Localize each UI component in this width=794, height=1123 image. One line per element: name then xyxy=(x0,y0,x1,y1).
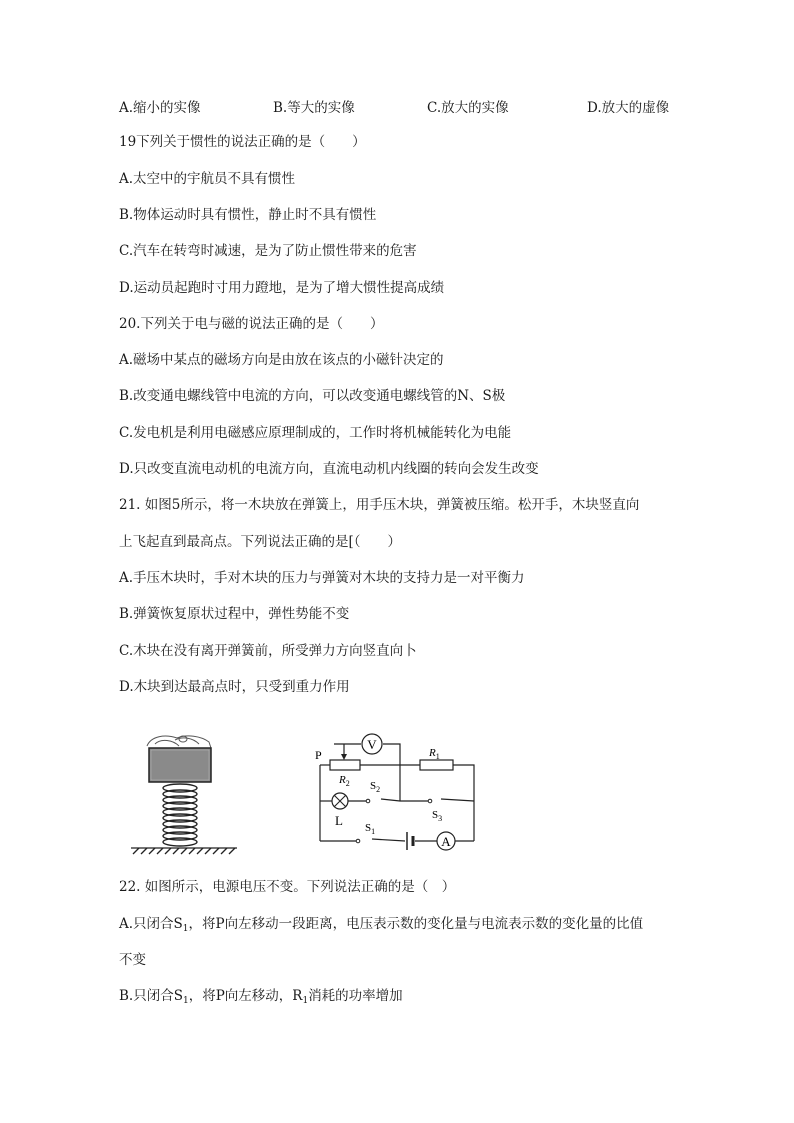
spring-block-figure xyxy=(125,728,243,856)
q20-option-c: C.发电机是利用电磁感应原理制成的，工作时将机械能转化为电能 xyxy=(119,425,512,441)
label-r2: $R_2$ xyxy=(339,774,350,788)
slider-arrow-icon xyxy=(341,754,347,760)
spring-coil xyxy=(163,784,197,846)
switch-contacts xyxy=(356,799,432,843)
q19-stem: 19下列关于惯性的说法正确的是（ ） xyxy=(119,134,366,150)
q22-option-a: A.只闭合$S_1$，将P向左移动一段距离，电压表示数的变化量与电流表示数的变化量的比值 xyxy=(119,916,644,934)
q22-option-b: B.只闭合$S_1$，将P向左移动，$R_1$消耗的功率增加 xyxy=(119,988,403,1006)
q18-option-c: C.放大的实像 xyxy=(427,100,509,116)
label-s2: $S_2$ xyxy=(370,780,381,794)
q21-option-b: B.弹簧恢复原状过程中，弹性势能不变 xyxy=(119,606,350,622)
battery-icon xyxy=(407,832,413,850)
circuit-diagram xyxy=(310,728,480,858)
q19-option-b: B.物体运动时具有惯性，静止时不具有惯性 xyxy=(119,207,377,223)
q19-option-d: D.运动员起跑时寸用力蹬地，是为了增大惯性提高成绩 xyxy=(119,280,445,296)
voltmeter-icon xyxy=(362,734,382,754)
q20-option-a: A.磁场中某点的磁场方向是由放在该点的小磁针决定的 xyxy=(119,352,444,368)
q19-option-c: C.汽车在转弯时减速，是为了防止惯性带来的危害 xyxy=(119,243,417,259)
resistor-r1 xyxy=(420,760,453,770)
resistor-r2 xyxy=(330,760,360,770)
q22-option-a-continued: 不变 xyxy=(119,952,146,968)
q18-option-a: A.缩小的实像 xyxy=(119,100,201,116)
q21-stem-line2: 上飞起直到最高点。下列说法正确的是[（ ） xyxy=(119,534,402,550)
wood-block xyxy=(149,748,211,782)
svg-text:V: V xyxy=(367,737,377,752)
label-r1: $R_1$ xyxy=(429,747,440,761)
q20-stem: 20.下列关于电与磁的说法正确的是（ ） xyxy=(119,316,384,332)
svg-text:A: A xyxy=(441,834,451,849)
label-l: L xyxy=(335,813,343,828)
q21-option-a: A.手压木块时，手对木块的压力与弹簧对木块的支持力是一对平衡力 xyxy=(119,570,525,586)
q21-option-d: D.木块到达最高点时，只受到重力作用 xyxy=(119,679,350,695)
label-s1: $S_1$ xyxy=(365,822,376,836)
q21-stem-line1: 21. 如图5所示，将一木块放在弹簧上，用手压木块，弹簧被压缩。松开手，木块竖直向 xyxy=(119,497,640,513)
ground-hatch xyxy=(131,848,237,854)
hand-icon xyxy=(147,736,211,748)
q18-option-b: B.等大的实像 xyxy=(273,100,355,116)
q19-option-a: A.太空中的宇航员不具有惯性 xyxy=(119,171,296,187)
q21-option-c: C.木块在没有离开弹簧前，所受弹力方向竖直向卜 xyxy=(119,643,417,659)
lamp-icon xyxy=(332,793,348,809)
q20-option-d: D.只改变直流电动机的电流方向，直流电动机内线圈的转向会发生改变 xyxy=(119,461,539,477)
q22-stem: 22. 如图所示，电源电压不变。下列说法正确的是（ ） xyxy=(119,879,456,895)
q20-option-b: B.改变通电螺线管中电流的方向，可以改变通电螺线管的N、S极 xyxy=(119,388,506,404)
label-s3: $S_3$ xyxy=(432,809,443,823)
q18-option-d: D.放大的虚像 xyxy=(587,100,670,116)
ammeter-icon xyxy=(437,832,455,850)
label-p: P xyxy=(315,748,322,762)
